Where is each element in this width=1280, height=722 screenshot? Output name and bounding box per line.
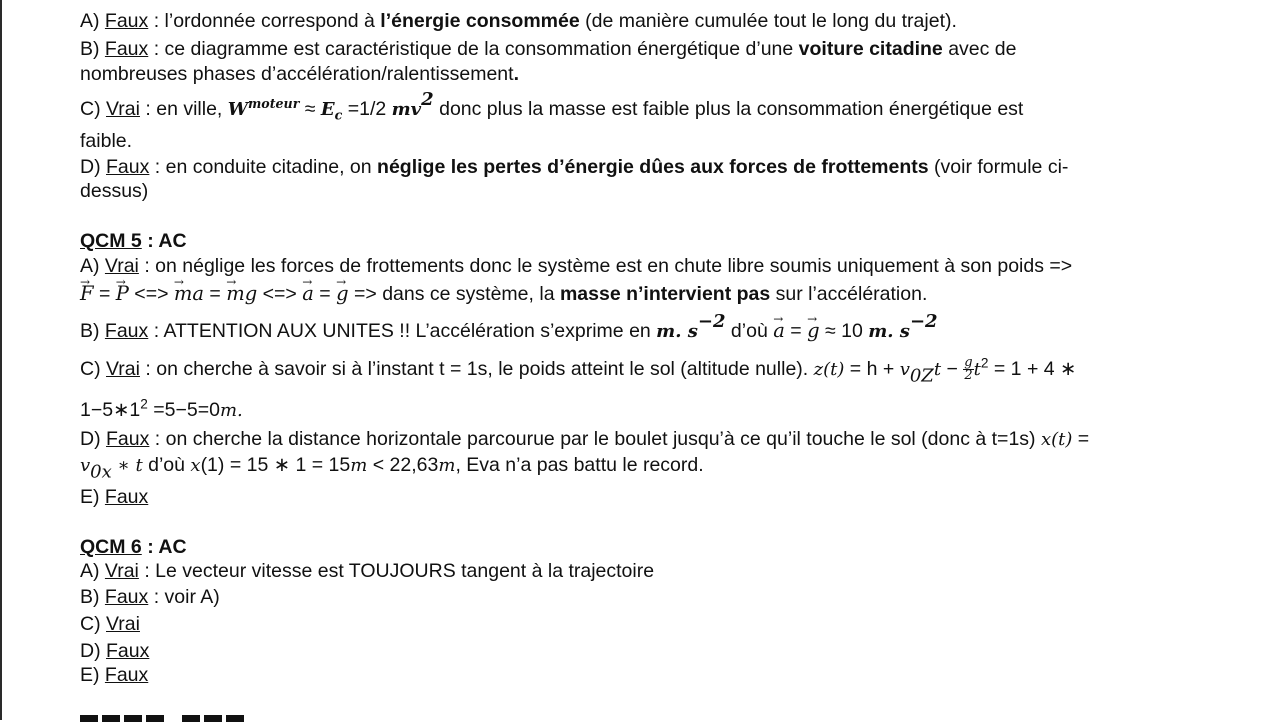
answer-text: : ATTENTION AUX UNITES !! L’accélération s’exprime en: [153, 320, 657, 342]
prev-answer-d: [80, 155, 1068, 179]
formula-unit: m. s: [868, 321, 910, 342]
answer-text: , Eva n’a pas battu le record.: [455, 454, 704, 476]
answer-text: : en conduite citadine, on: [154, 156, 378, 178]
qcm6-answer-e: [80, 663, 148, 687]
formula-symbol: x: [190, 455, 201, 476]
answer-text: : l’ordonnée correspond à: [153, 10, 381, 32]
answer-text: sur l’accélération.: [770, 283, 928, 305]
formula-operator: =: [784, 320, 808, 342]
answer-text: 1−5∗1: [80, 399, 141, 421]
prev-answer-c-cont: [80, 129, 132, 153]
formula-kinetic-energy: [320, 99, 343, 123]
formula-text: < 22,63: [367, 454, 439, 476]
qcm5-answer-d-cont: [80, 453, 704, 483]
prev-answer-b: [80, 37, 1017, 61]
vector-ma: → ma: [174, 282, 204, 306]
answer-text: : Le vecteur vitesse est TOUJOURS tangent à la trajectoire: [144, 560, 655, 582]
formula-symbol: z(t): [813, 359, 845, 380]
answer-text: : on néglige les forces de frottements donc le système est en chute libre soumis uniquement à son poids =>: [144, 255, 1073, 277]
answer-text: (de manière cumulée tout le long du trajet).: [579, 10, 957, 32]
answer-text: => dans ce système, la: [348, 283, 560, 305]
qcm5-answer-c: [80, 355, 1077, 387]
qcm-answer-key: : AC: [147, 230, 187, 252]
formula-unit: m.: [219, 400, 243, 421]
formula-operator: =: [1072, 428, 1090, 450]
qcm6-answer-d: [80, 639, 149, 663]
formula-subscript: 0Z: [909, 365, 934, 387]
formula-subscript: c: [334, 107, 343, 123]
cropped-heading-top: [80, 0, 200, 3]
answer-text: =5−5=0: [147, 399, 220, 421]
qcm6-answer-a: [80, 559, 654, 583]
answer-verdict: Vrai: [104, 560, 139, 582]
answer-letter: B): [80, 38, 100, 60]
vector-gravity: → g: [336, 282, 348, 306]
answer-letter: C): [80, 98, 101, 120]
answer-letter: C): [80, 358, 101, 380]
answer-text: faible.: [80, 130, 133, 152]
qcm5-answer-d: [80, 427, 1089, 452]
qcm6-answer-b: [80, 585, 220, 609]
prev-answer-c: [80, 89, 1024, 123]
formula-operator: <=>: [128, 283, 174, 305]
answer-verdict: Faux: [106, 156, 150, 178]
answer-text: avec de: [942, 38, 1017, 60]
prev-answer-d-cont: [80, 179, 148, 203]
qcm-answer-key: : AC: [147, 536, 187, 558]
qcm6-answer-c: [80, 612, 140, 636]
answer-letter: D): [80, 156, 101, 178]
vector-acceleration: → a: [302, 282, 314, 306]
vector-mg: → mg: [226, 282, 257, 306]
answer-verdict: Faux: [104, 486, 149, 508]
answer-verdict: Faux: [106, 428, 150, 450]
answer-letter: C): [80, 613, 101, 635]
prev-answer-a: [80, 9, 957, 33]
answer-text: : ce diagramme est caractéristique de la consommation énergétique d’une: [153, 38, 799, 60]
formula-fraction: [963, 357, 973, 382]
cropped-heading-bottom: [80, 712, 248, 722]
vector-force: → F: [80, 282, 94, 306]
qcm-title: QCM 6: [80, 536, 142, 558]
answer-letter: D): [80, 640, 101, 662]
formula-symbol: x(t): [1040, 429, 1073, 450]
qcm5-heading: [80, 229, 187, 253]
answer-letter: D): [80, 428, 101, 450]
answer-bold-text: masse n’intervient pas: [559, 283, 771, 305]
formula-operator: ≈: [299, 98, 321, 120]
answer-verdict: Vrai: [106, 98, 140, 120]
answer-verdict: Faux: [104, 320, 149, 342]
qcm5-answer-e: [80, 485, 148, 509]
fraction-numerator: g: [964, 355, 973, 371]
answer-letter: A): [80, 560, 100, 582]
formula-superscript: −2: [697, 311, 726, 333]
formula-symbol: ∗ t: [111, 455, 143, 476]
formula-operator: =: [93, 283, 116, 305]
formula-symbol: t: [933, 359, 942, 380]
answer-text: ≈ 10: [819, 320, 869, 342]
answer-verdict: Vrai: [106, 358, 140, 380]
answer-text: (voir formule ci-: [928, 156, 1069, 178]
answer-letter: B): [80, 320, 100, 342]
qcm6-heading: [80, 535, 187, 559]
page-edge-line: [0, 0, 2, 720]
answer-text: : on cherche à savoir si à l’instant t = 1s, le poids atteint le sol (altitude nulle).: [145, 358, 814, 380]
formula-operator: <=>: [257, 283, 303, 305]
vector-weight: → P: [116, 282, 129, 306]
answer-text: = 1 + 4 ∗: [988, 358, 1077, 380]
formula-operator: =: [313, 283, 337, 305]
formula-symbol: E: [320, 99, 335, 120]
answer-text: d’où: [142, 454, 191, 476]
answer-verdict: Faux: [104, 664, 149, 686]
qcm5-answer-a-formula: [80, 282, 927, 306]
formula-text: (1) = 15 ∗ 1 = 15: [200, 454, 351, 476]
answer-text: : en ville,: [145, 98, 228, 120]
answer-letter: B): [80, 586, 100, 608]
qcm5-answer-c-cont: [80, 398, 243, 423]
answer-text: d’où: [725, 320, 774, 342]
formula-superscript: 2: [980, 355, 989, 371]
answer-letter: A): [80, 255, 100, 277]
formula-symbol: mv: [391, 99, 422, 120]
formula-work: [227, 96, 300, 120]
answer-verdict: Vrai: [106, 613, 140, 635]
answer-verdict: Vrai: [104, 255, 139, 277]
answer-letter: A): [80, 10, 100, 32]
answer-verdict: Faux: [104, 38, 149, 60]
prev-answer-b-cont: [80, 62, 519, 86]
answer-bold-text: néglige les pertes d’énergie dûes aux forces de frottements: [377, 156, 929, 178]
formula-superscript: −2: [909, 311, 938, 333]
formula-operator: = h +: [844, 358, 900, 380]
answer-bold-text: voiture citadine: [798, 38, 943, 60]
vector-acceleration: → a: [773, 319, 785, 343]
answer-verdict: Faux: [104, 10, 149, 32]
answer-text: nombreuses phases d’accélération/ralentissement: [80, 63, 514, 85]
formula-operator: =: [204, 283, 227, 305]
formula-superscript: 2: [421, 89, 434, 111]
answer-letter: E): [80, 664, 100, 686]
formula-symbol: v: [899, 359, 910, 380]
formula-operator: =1/2: [342, 98, 392, 120]
answer-text: donc plus la masse est faible plus la consommation énergétique est: [433, 98, 1024, 120]
answer-text: dessus): [80, 180, 149, 202]
formula-unit: m. s: [656, 321, 698, 342]
answer-letter: E): [80, 486, 100, 508]
formula-unit: m: [350, 455, 368, 476]
answer-bold-text: .: [513, 63, 519, 85]
answer-text: : on cherche la distance horizontale parcourue par le boulet jusqu’à ce qu’il touche le sol (donc à t=1s): [154, 428, 1041, 450]
answer-text: : voir A): [153, 586, 220, 608]
answer-verdict: Faux: [106, 640, 150, 662]
formula-operator: −: [941, 358, 964, 380]
formula-superscript: 2: [140, 396, 148, 412]
qcm5-answer-b: [80, 311, 938, 344]
vector-gravity: → g: [807, 319, 819, 343]
fraction-denominator: 2: [964, 368, 973, 384]
answer-verdict: Faux: [104, 586, 149, 608]
formula-symbol: t: [973, 359, 981, 380]
answer-bold-text: l’énergie consommée: [380, 10, 580, 32]
qcm-title: QCM 5: [80, 230, 142, 252]
formula-superscript: moteur: [247, 96, 300, 112]
formula-unit: m: [438, 455, 456, 476]
formula-symbol: W: [227, 99, 248, 120]
formula-symbol: v: [80, 455, 91, 476]
formula-subscript: 0x: [90, 461, 112, 483]
